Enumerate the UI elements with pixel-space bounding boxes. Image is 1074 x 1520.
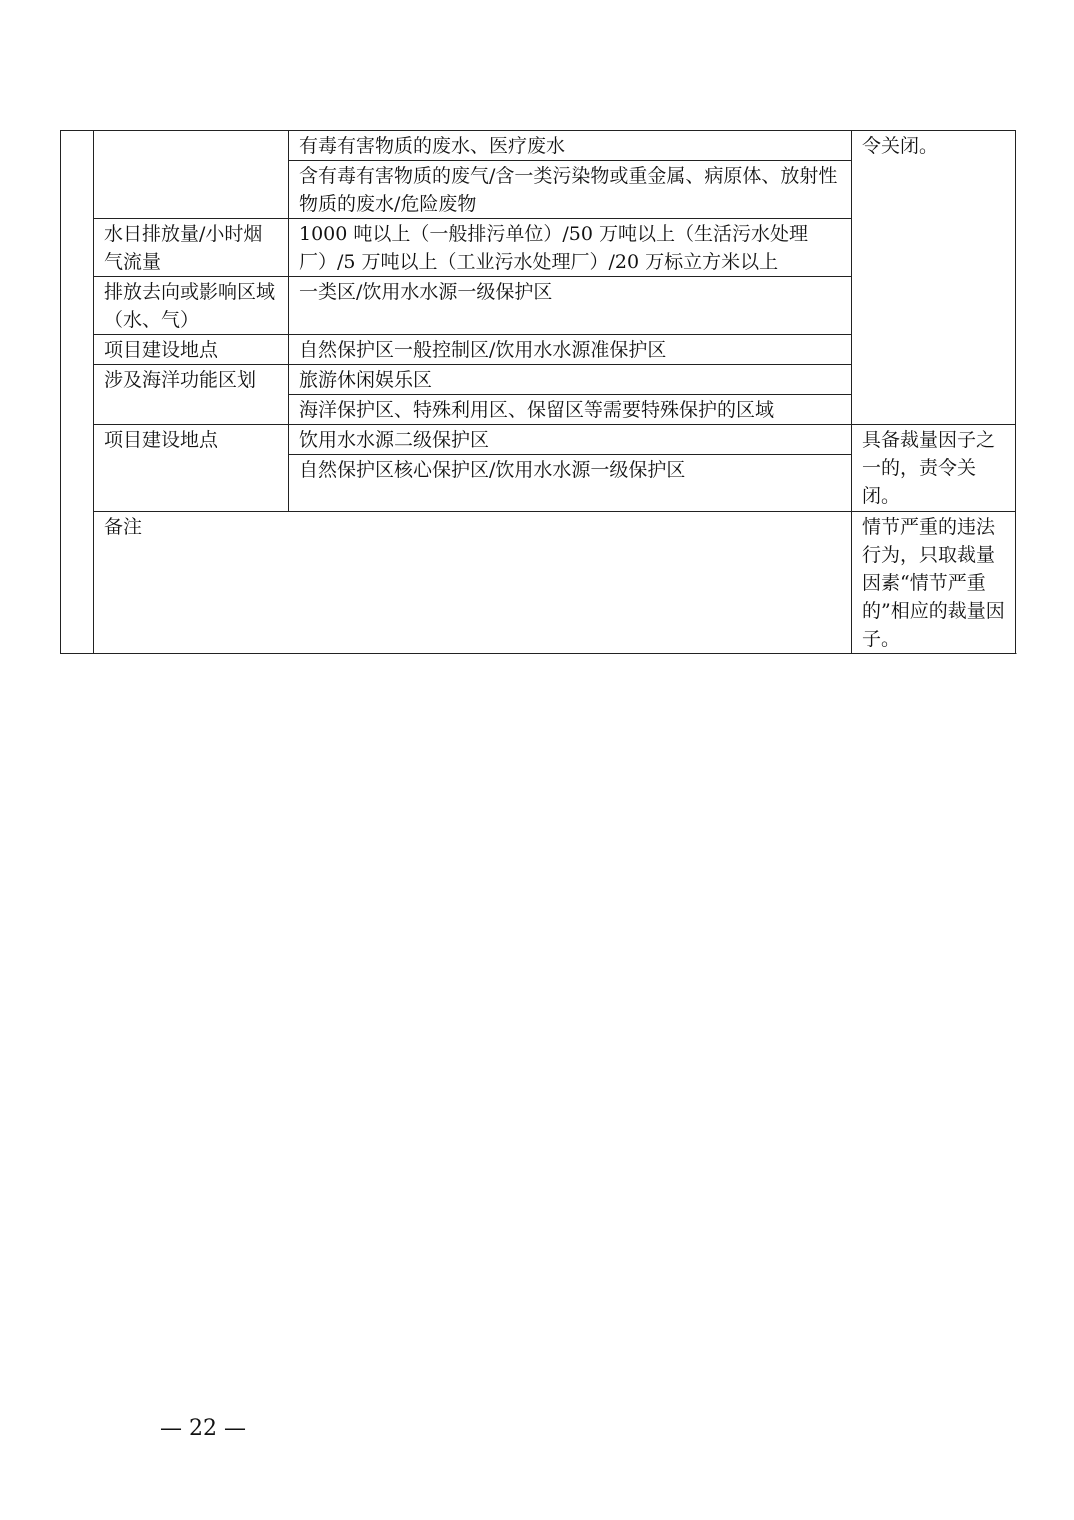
table-cell-factor: 水日排放量/小时烟气流量 (94, 219, 289, 277)
table-row (61, 131, 1016, 161)
table-row-remarks (61, 512, 1016, 654)
page-number: — 22 — (160, 1416, 246, 1441)
table-cell-result: 令关闭。 (852, 131, 1016, 425)
table-cell-result: 具备裁量因子之一的，责令关闭。 (852, 425, 1016, 512)
table-cell-condition: 1000 吨以上（一般排污单位）/50 万吨以上（生活污水处理厂）/5 万吨以上（工业污水处理厂）/20 万标立方米以上 (289, 219, 852, 277)
table-cell-condition: 一类区/饮用水水源一级保护区 (289, 277, 852, 335)
table-cell-condition: 有毒有害物质的废水、医疗废水 (289, 131, 852, 161)
table-cell-factor: 项目建设地点 (94, 335, 289, 365)
table-cell-condition: 自然保护区一般控制区/饮用水水源准保护区 (289, 335, 852, 365)
table-cell-condition: 饮用水水源二级保护区 (289, 425, 852, 455)
table-cell-factor: 排放去向或影响区域（水、气） (94, 277, 289, 335)
table-cell-condition: 旅游休闲娱乐区 (289, 365, 852, 395)
table-cell-factor: 项目建设地点 (94, 425, 289, 512)
table-cell-condition: 含有毒有害物质的废气/含一类污染物或重金属、病原体、放射性物质的废水/危险废物 (289, 161, 852, 219)
table-cell-factor: 涉及海洋功能区划 (94, 365, 289, 425)
remarks-label: 备注 (94, 512, 852, 654)
discretion-table (60, 130, 1016, 654)
table-cell-empty (94, 131, 289, 219)
remarks-value: 情节严重的违法行为，只取裁量因素“情节严重的”相应的裁量因子。 (852, 512, 1016, 654)
table-cell-empty (61, 131, 94, 654)
table-row (61, 425, 1016, 455)
table-cell-condition: 海洋保护区、特殊利用区、保留区等需要特殊保护的区域 (289, 395, 852, 425)
table-cell-condition: 自然保护区核心保护区/饮用水水源一级保护区 (289, 455, 852, 512)
